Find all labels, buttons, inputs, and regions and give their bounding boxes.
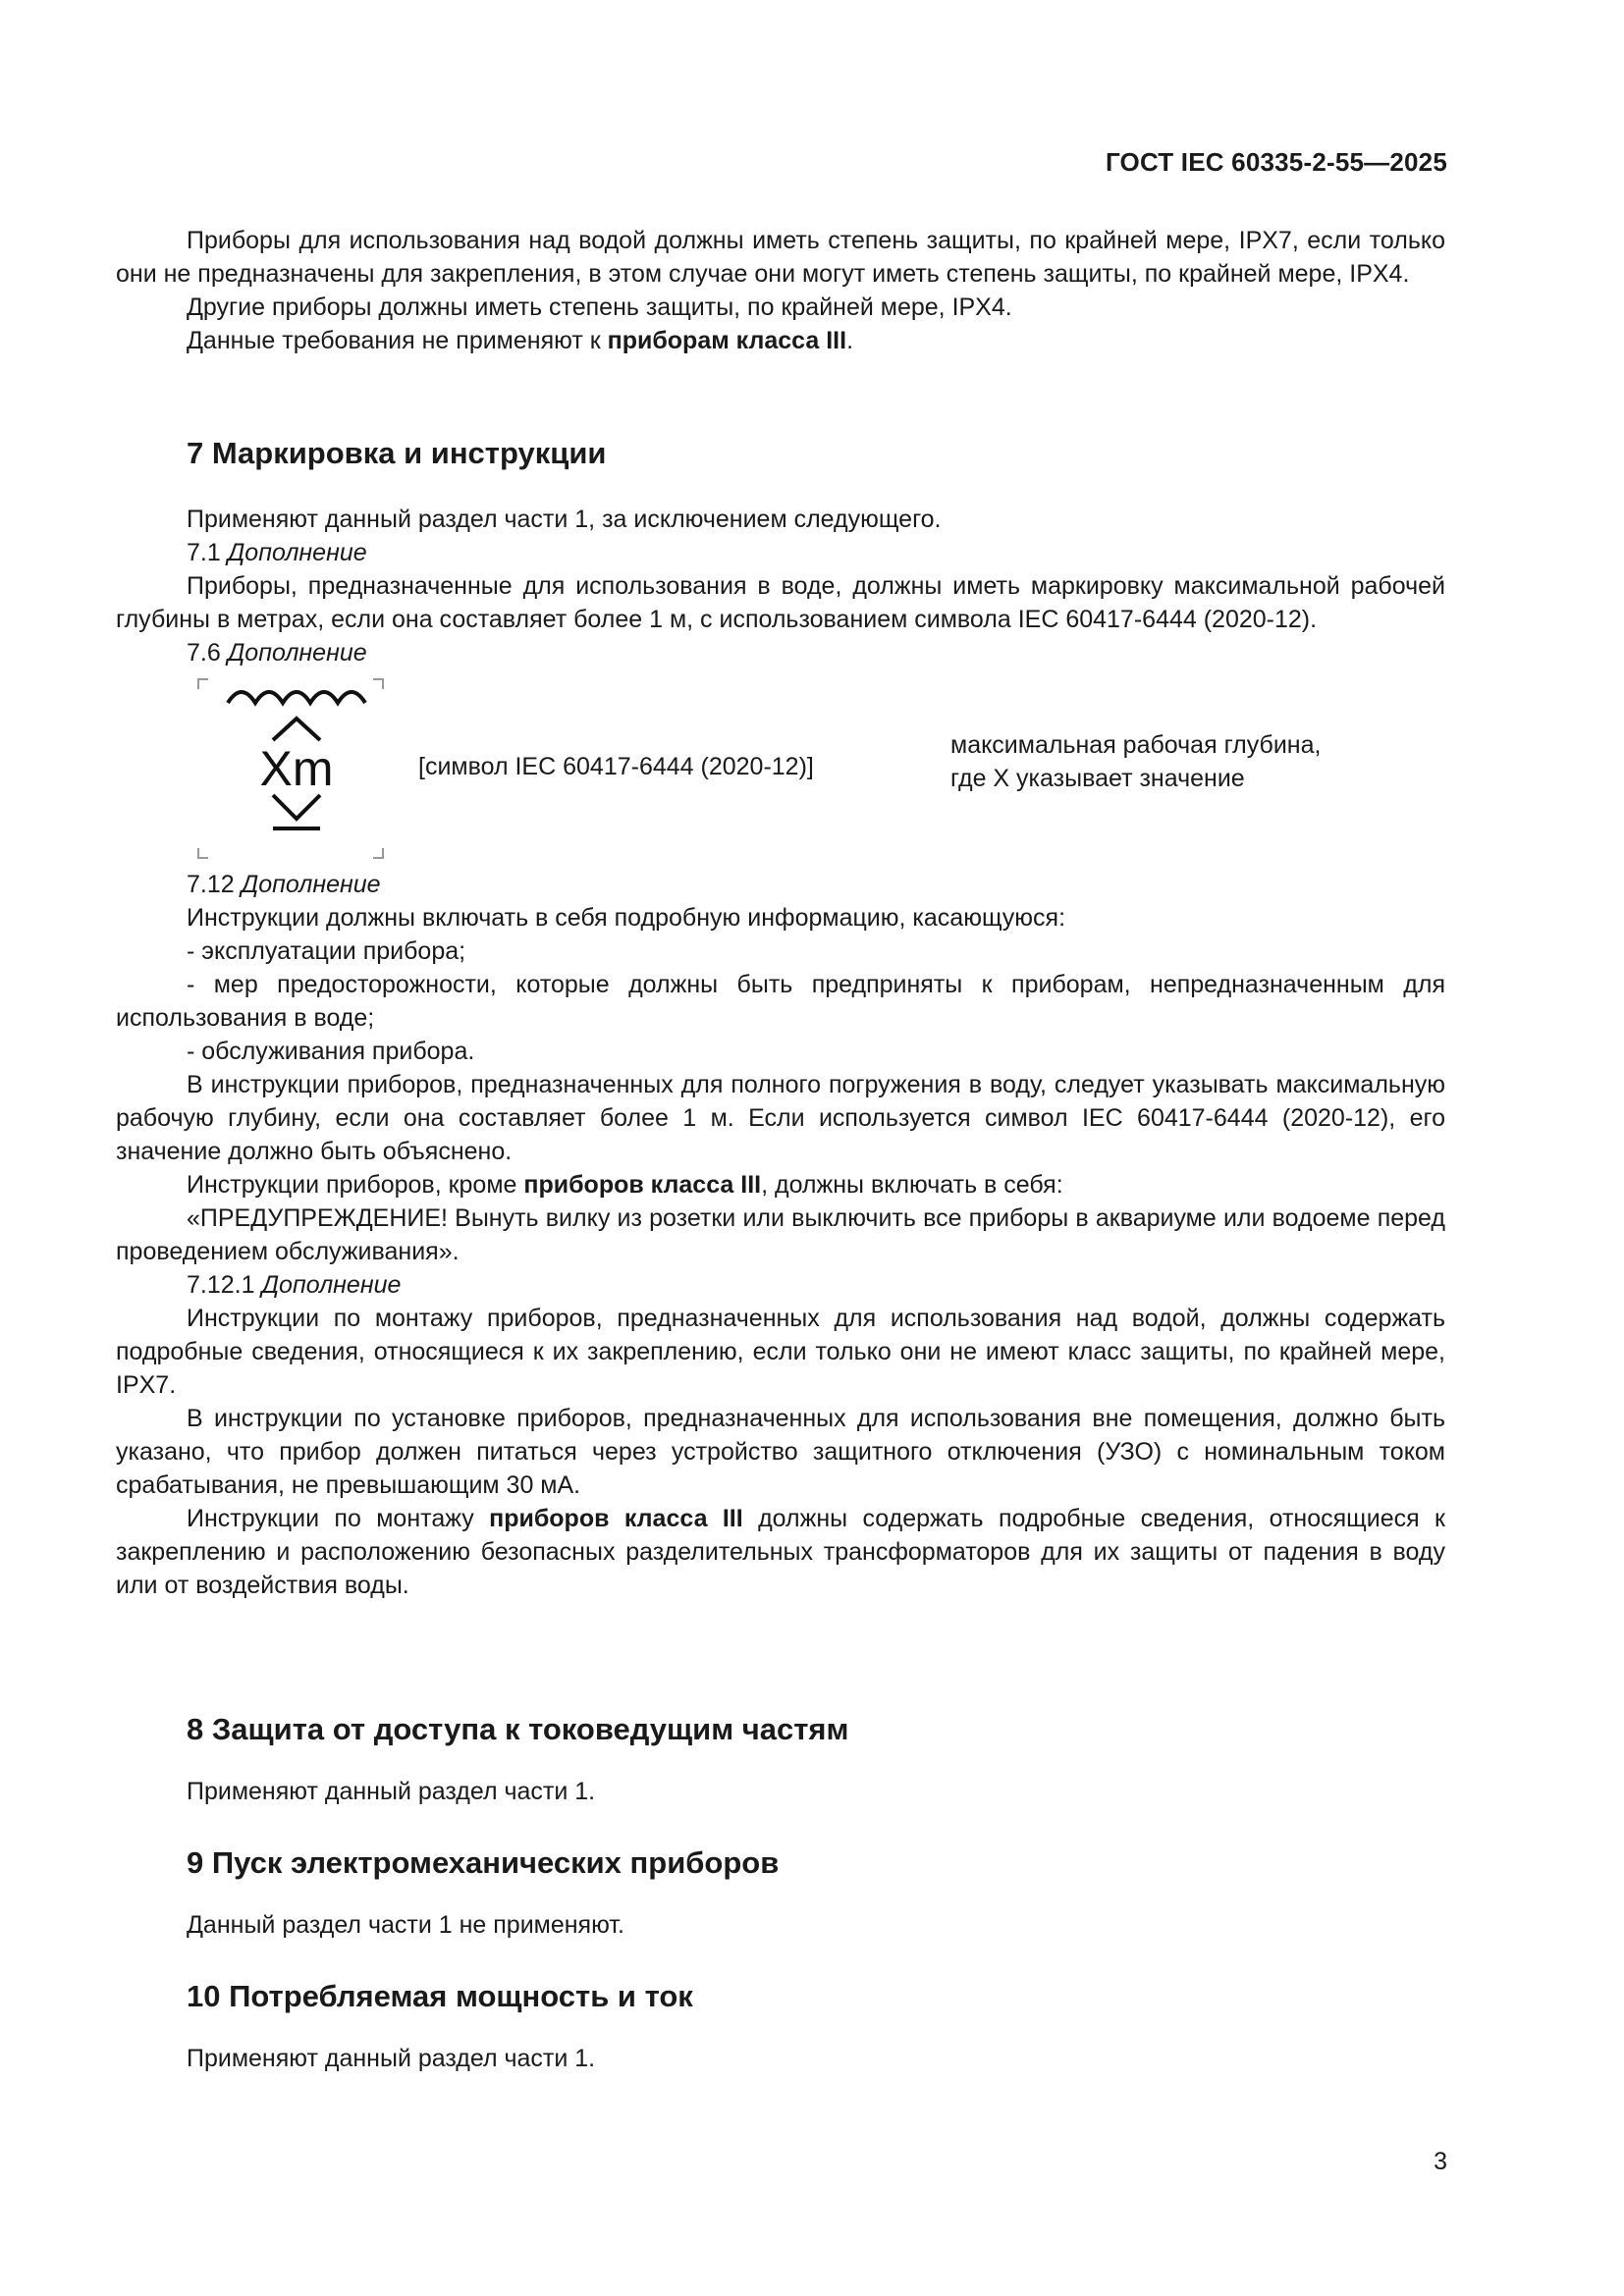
defined-term: приборов класса III [489,1505,743,1532]
clause-number: 7.1 [187,539,228,566]
section-8-title: 8 Защита от доступа к токоведущим частям [187,1712,849,1746]
clause-number: 7.6 [187,639,228,667]
symbol-description-line-1: максимальная рабочая глубина, [950,731,1322,759]
text-run: Инструкции приборов, кроме [187,1171,524,1199]
clause-7-12-1-paragraph-1: Инструкции по монтажу приборов, предназначенных для использования над водой, должны содержать подробные сведения, относящиеся к их закреплению, если только они не имеют класс защиты, по крайней мере, IPX7. [116,1305,1445,1399]
clause-label: Дополнение [261,1271,402,1299]
page-number: 3 [1434,2148,1447,2175]
clause-7-12-1-heading [116,1268,1445,1302]
text-run: Данные требования не применяют к [187,327,608,354]
symbol-description [950,728,1321,795]
text-run: . [846,327,854,354]
symbol-row [116,675,1445,862]
section-9-title: 9 Пуск электромеханических приборов [187,1845,780,1880]
clause-7-1-heading [116,536,1445,569]
clause-label: Дополнение [227,639,367,667]
clause-number: 7.12 [187,871,242,898]
intro-paragraph-1: Приборы для использования над водой должны иметь степень защиты, по крайней мере, IPX7, если только они не предназначены для закрепления, в этом случае они могут иметь степень защиты, по крайней мере, IPX4. [116,227,1445,288]
document-code: ГОСТ IEC 60335-2-55—2025 [1105,147,1447,177]
max-depth-symbol [192,675,389,862]
clause-7-12-1-paragraph-2: В инструкции по установке приборов, предназначенных для использования вне помещения, должно быть указано, что прибор должен питаться через устройство защитного отключения (УЗО) с номинальным током срабатывания, не превышающим 30 мА. [116,1405,1445,1499]
section-8 [116,1710,1445,1808]
intro-section [116,224,1445,357]
clause-label: Дополнение [227,539,367,566]
text-run: должны содержать подробные сведения, относящиеся к закреплению и расположению безопасных разделительных трансформаторов для их защиты от падения в воду или от воздействия воды. [116,1505,1445,1599]
section-7-paragraph: Применяют данный раздел части 1, за исключением следующего. [187,506,942,533]
section-10-title: 10 Потребляемая мощность и ток [187,1979,693,2013]
list-item: - обслуживания прибора. [187,1038,475,1065]
list-item: - мер предосторожности, которые должны быть предприняты к приборам, непредназначенным для использования в воде; [116,971,1445,1032]
warning-text: «ПРЕДУПРЕЖДЕНИЕ! Вынуть вилку из розетки или выключить все приборы в аквариуме или водоеме перед проведением обслуживания». [116,1204,1445,1265]
clause-7-12-paragraph-2: В инструкции приборов, предназначенных для полного погружения в воду, следует указывать максимальную рабочую глубину, если она составляет более 1 м. Если используется символ IEC 60417-6444 (2020-12), его значение должно быть объяснено. [116,1071,1445,1165]
clause-7-12-paragraph-3 [116,1168,1445,1201]
section-7 [116,434,1445,1602]
intro-paragraph-3 [116,324,1445,357]
section-9-paragraph: Данный раздел части 1 не применяют. [187,1911,624,1939]
clause-label: Дополнение [241,871,381,898]
intro-paragraph-2: Другие приборы должны иметь степень защиты, по крайней мере, IPX4. [187,294,1012,321]
text-run: , должны включать в себя: [761,1171,1063,1199]
clause-7-12-heading [116,868,1445,901]
section-9 [116,1843,1445,1942]
clause-number: 7.12.1 [187,1271,262,1299]
clause-7-6-heading [116,636,1445,669]
section-10 [116,1977,1445,2075]
defined-term: приборам класса III [607,327,847,354]
water-depth-icon [192,675,389,862]
symbol-description-line-2: где X указывает значение [950,765,1245,792]
section-7-title: 7 Маркировка и инструкции [187,436,607,470]
symbol-reference: [символ IEC 60417-6444 (2020-12)] [418,753,814,780]
section-10-paragraph: Применяют данный раздел части 1. [187,2045,596,2072]
symbol-text: Xm [259,741,334,796]
clause-7-1-text: Приборы, предназначенные для использования в воде, должны иметь маркировку максимальной рабочей глубины в метрах, если она составляет более 1 м, с использованием символа IEC 60417-6444 (2020-12). [116,572,1445,633]
list-item: - эксплуатации прибора; [187,937,466,965]
section-8-paragraph: Применяют данный раздел части 1. [187,1778,596,1805]
clause-7-12-paragraph-1: Инструкции должны включать в себя подробную информацию, касающуюся: [187,904,1066,932]
clause-7-12-1-paragraph-3 [116,1502,1445,1602]
text-run: Инструкции по монтажу [187,1505,490,1532]
defined-term: приборов класса III [523,1171,762,1199]
